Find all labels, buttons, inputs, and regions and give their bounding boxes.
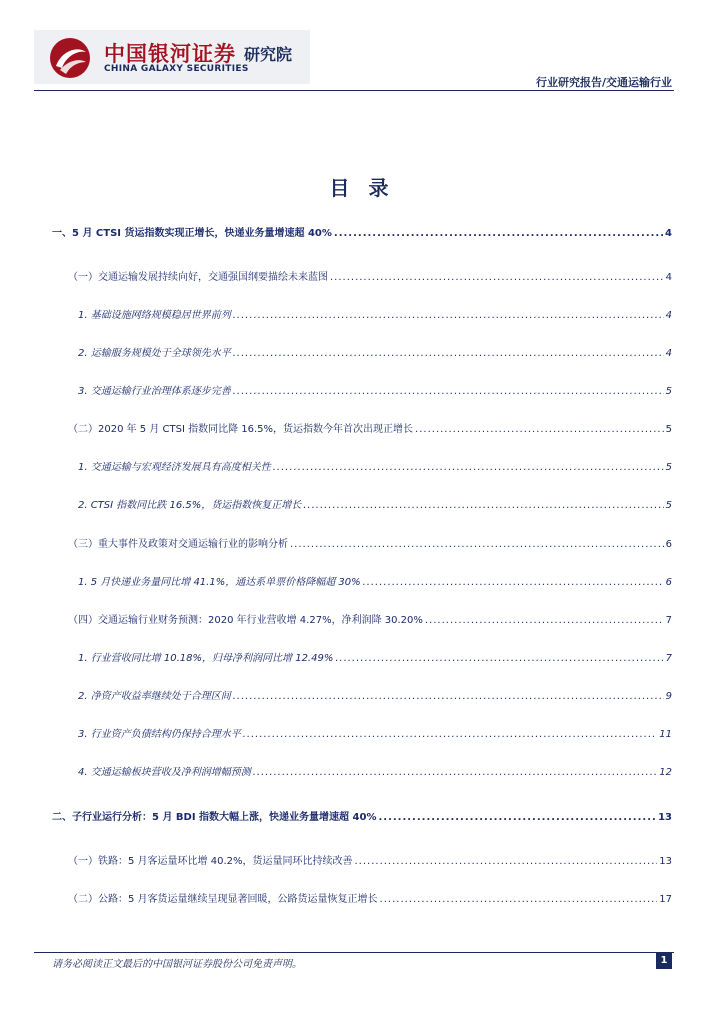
toc-entry-page: 5 <box>665 462 672 473</box>
galaxy-logo-icon <box>48 36 92 80</box>
toc-leader-dots <box>378 812 656 823</box>
toc-entry-label: 1. 行业营收同比增 10.18%，归母净利润同比增 12.49% <box>78 653 334 664</box>
toc-entry-item[interactable] <box>78 687 672 702</box>
toc-title: 目 录 <box>329 176 395 200</box>
toc-entry-label: 一、5 月 CTSI 货运指数实现正增长，快递业务量增速超 40% <box>52 228 332 239</box>
toc-entry-subsection[interactable] <box>68 852 672 867</box>
toc-entry-label: 2. CTSI 指数同比跌 16.5%，货运指数恢复正增长 <box>78 500 302 511</box>
toc-leader-dots <box>303 500 663 511</box>
toc-leader-dots <box>233 386 664 397</box>
toc-entry-item[interactable] <box>78 725 672 740</box>
toc-entry-label: （二）公路：5 月客货运量继续呈现显著回暖，公路货运量恢复正增长 <box>68 894 378 905</box>
toc-entry-label: 1. 交通运输与宏观经济发展具有高度相关性 <box>78 462 271 473</box>
toc-entry-page: 7 <box>665 653 672 664</box>
toc-entry-page: 5 <box>665 424 672 435</box>
toc-entry-label: （二）2020 年 5 月 CTSI 指数同比降 16.5%，货运指数今年首次出现正增长 <box>68 424 414 435</box>
toc-entry-item[interactable] <box>78 763 672 778</box>
toc-leader-dots <box>233 691 664 702</box>
header-divider <box>34 90 674 91</box>
page-header <box>0 0 724 92</box>
page-number: 1 <box>656 953 672 969</box>
toc-leader-dots <box>363 577 664 588</box>
toc-entry-page: 5 <box>665 386 672 397</box>
toc-leader-dots <box>355 856 658 867</box>
logo-english-name: CHINA GALAXY SECURITIES <box>104 64 249 74</box>
report-type: 行业研究报告/交通运输行业 <box>535 76 672 89</box>
footer-disclaimer: 请务必阅读正文最后的中国银河证券股份公司免责声明。 <box>52 959 302 970</box>
toc-entry-item[interactable] <box>78 458 672 473</box>
toc-entry-label: 1. 基础设施网络规模稳居世界前列 <box>78 310 231 321</box>
toc-leader-dots <box>233 310 664 321</box>
toc-entry-page: 11 <box>659 729 672 740</box>
toc-leader-dots <box>253 767 658 778</box>
toc-leader-dots <box>335 653 663 664</box>
toc-leader-dots <box>425 615 664 626</box>
toc-entry-page: 9 <box>665 691 672 702</box>
toc-entry-subsection[interactable] <box>68 890 672 905</box>
toc-entry-label: 二、子行业运行分析：5 月 BDI 指数大幅上涨，快递业务量增速超 40% <box>52 812 377 823</box>
toc-entry-label: （四）交通运输行业财务预测：2020 年行业营收增 4.27%，净利润降 30.20% <box>68 615 423 626</box>
toc-leader-dots <box>415 424 664 435</box>
toc-entry-label: 4. 交通运输板块营收及净利润增幅预测 <box>78 767 251 778</box>
toc-entry-label: （一）铁路：5 月客运量环比增 40.2%，货运量同环比持续改善 <box>68 856 353 867</box>
toc-entry-item[interactable] <box>78 496 672 511</box>
toc-entry-subsection[interactable] <box>68 535 672 550</box>
toc-leader-dots <box>290 539 664 550</box>
toc-entry-page: 17 <box>659 894 672 905</box>
toc-entry-page: 6 <box>665 539 672 550</box>
toc-entry-item[interactable] <box>78 573 672 588</box>
toc-entry-page: 4 <box>665 310 672 321</box>
toc-entry-section-1[interactable] <box>52 224 672 239</box>
toc-entry-label: （一）交通运输发展持续向好，交通强国纲要描绘未来蓝图 <box>68 272 328 283</box>
toc-entry-page: 13 <box>659 856 672 867</box>
logo-chinese-name: 中国银河证券 <box>104 42 236 66</box>
toc-entry-page: 12 <box>659 767 672 778</box>
toc-entry-section-2[interactable] <box>52 808 672 823</box>
toc-entry-item[interactable] <box>78 306 672 321</box>
toc-entry-item[interactable] <box>78 344 672 359</box>
toc-entry-page: 4 <box>665 348 672 359</box>
toc-leader-dots <box>273 462 664 473</box>
toc-leader-dots <box>233 348 664 359</box>
toc-entry-subsection[interactable] <box>68 268 672 283</box>
toc-leader-dots <box>334 228 663 239</box>
toc-leader-dots <box>330 272 664 283</box>
company-logo <box>34 30 310 84</box>
toc-entry-label: 2. 净资产收益率继续处于合理区间 <box>78 691 231 702</box>
logo-institute: 研究院 <box>244 45 293 64</box>
footer-divider <box>34 952 674 953</box>
toc-entry-page: 13 <box>658 812 672 823</box>
toc-entry-page: 6 <box>665 577 672 588</box>
toc-entry-label: 3. 行业资产负债结构仍保持合理水平 <box>78 729 241 740</box>
toc-leader-dots <box>243 729 658 740</box>
toc-entry-label: 1. 5 月快递业务量同比增 41.1%，通达系单票价格降幅超 30% <box>78 577 361 588</box>
toc-leader-dots <box>380 894 658 905</box>
toc-entry-page: 4 <box>665 272 672 283</box>
toc-entry-page: 7 <box>665 615 672 626</box>
toc-entry-label: （三）重大事件及政策对交通运输行业的影响分析 <box>68 539 288 550</box>
toc-entry-subsection[interactable] <box>68 611 672 626</box>
toc-entry-subsection[interactable] <box>68 420 672 435</box>
toc-entry-item[interactable] <box>78 382 672 397</box>
toc-entry-item[interactable] <box>78 649 672 664</box>
toc-entry-page: 4 <box>665 228 672 239</box>
toc-entry-page: 5 <box>665 500 672 511</box>
toc-entry-label: 2. 运输服务规模处于全球领先水平 <box>78 348 231 359</box>
toc-entry-label: 3. 交通运输行业治理体系逐步完善 <box>78 386 231 397</box>
